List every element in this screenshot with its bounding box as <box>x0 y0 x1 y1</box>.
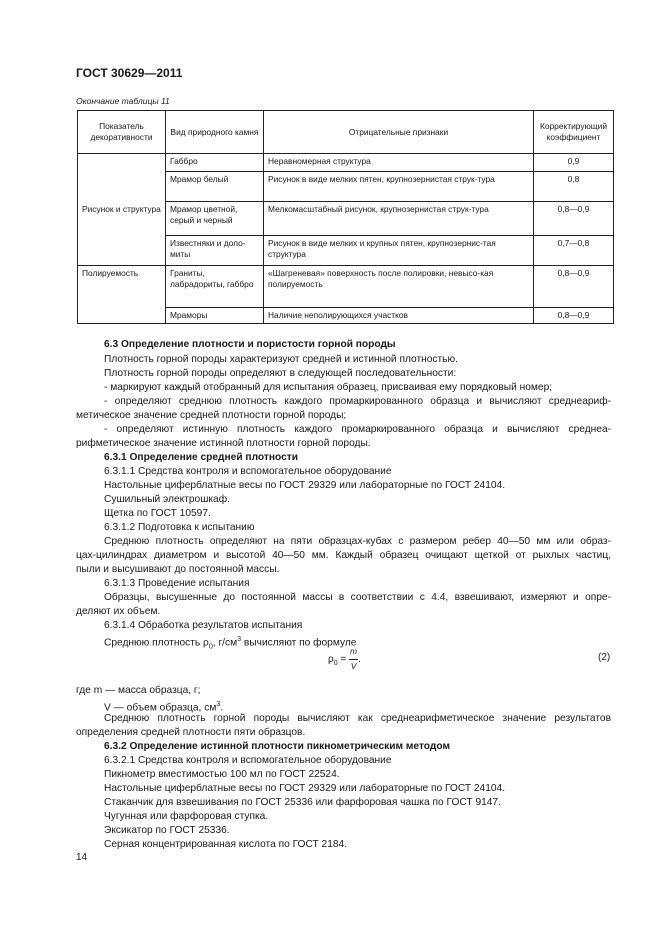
fraction-numerator: m <box>349 645 358 660</box>
paragraph: пыли и высушивают до постоянной массы. <box>76 564 280 575</box>
table-row <box>78 154 614 172</box>
paragraph: Настольные циферблатные весы по ГОСТ 29329 или лабораторные по ГОСТ 24104. <box>104 480 506 491</box>
indicator-cell: Рисунок и структура <box>78 154 166 266</box>
subsection-heading: 6.3.1.2 Подготовка к испытанию <box>104 522 255 533</box>
table-header-row <box>78 111 614 154</box>
paragraph: определения средней плотности пяти образцов. <box>76 727 306 738</box>
coef-cell: 0,8—0,9 <box>534 308 614 324</box>
header-stone: Вид природного камня <box>166 111 264 154</box>
coef-cell: 0,7—0,8 <box>534 236 614 266</box>
subsection-heading: 6.3.2.1 Средства контроля и вспомогательное оборудование <box>104 755 392 766</box>
signs-cell: Мелкомасштабный рисунок, крупнозернистая струк-тура <box>264 202 534 236</box>
indicator-cell: Полируемость <box>78 266 166 324</box>
stone-cell: Граниты, лабрадориты, габбро <box>166 266 264 308</box>
paragraph: Плотность горной породы определяют в следующей последовательности: <box>104 368 457 379</box>
formula-subscript: 0 <box>333 660 338 668</box>
paragraph: цах-цилиндрах диаметром и высотой 40—50 мм. Каждый образец очищают щеткой от рыхлых частиц, <box>76 550 611 561</box>
header-signs: Отрицательные признаки <box>264 111 534 154</box>
paragraph: Образцы, высушенные до постоянной массы в соответствии с 4.4, взвешивают, измеряют и опре- <box>104 592 611 603</box>
table-row <box>78 266 614 308</box>
text-run: вычисляют по формуле <box>241 637 357 649</box>
stone-cell: Известняки и доло-миты <box>166 236 264 266</box>
formula-fraction <box>349 645 358 674</box>
paragraph: Сушильный электрошкаф. <box>104 494 230 505</box>
paragraph: Чугунная или фарфоровая ступка. <box>104 811 269 822</box>
coef-cell: 0,9 <box>534 154 614 172</box>
signs-cell: Неравномерная структура <box>264 154 534 172</box>
section-heading: 6.3.2 Определение истинной плотности пикнометрическим методом <box>104 741 450 752</box>
where-line: где m — масса образца, г; <box>76 685 201 696</box>
formula-number: (2) <box>598 652 611 663</box>
paragraph: Среднюю плотность определяют на пяти образцах-кубах с размером ребер 40—50 мм или образ- <box>104 536 611 547</box>
list-item: - маркируют каждый отобранный для испытания образец, присваивая ему порядковый номер; <box>104 382 553 393</box>
paragraph: Эксикатор по ГОСТ 25336. <box>104 825 230 836</box>
subsection-heading: 6.3.1.3 Проведение испытания <box>104 578 250 589</box>
formula-equals: = <box>337 654 350 666</box>
superscript: 3 <box>237 635 242 643</box>
header-coef: Корректирующий коэффициент <box>534 111 614 154</box>
subscript: 0 <box>208 642 213 651</box>
signs-cell: «Шагреневая» поверхность после полировки, невысо-кая полируемость <box>264 266 534 308</box>
subsection-heading: 6.3.1.1 Средства контроля и вспомогательное оборудование <box>104 466 392 477</box>
coef-cell: 0,8 <box>534 172 614 202</box>
paragraph: Стаканчик для взвешивания по ГОСТ 25336 или фарфоровая чашка по ГОСТ 9147. <box>104 797 501 808</box>
document-header: ГОСТ 30629—2011 <box>76 66 183 80</box>
paragraph: деляют их объем. <box>76 606 161 617</box>
section-heading: 6.3.1 Определение средней плотности <box>104 452 299 463</box>
paragraph: Щетка по ГОСТ 10597. <box>104 508 211 519</box>
stone-cell: Мрамор белый <box>166 172 264 202</box>
list-item: - определяют среднюю плотность каждого промаркированного образца и вычисляют среднеариф- <box>104 396 611 407</box>
coef-cell: 0,8—0,9 <box>534 266 614 308</box>
stone-cell: Габбро <box>166 154 264 172</box>
stone-cell: Мраморы <box>166 308 264 324</box>
list-item: - определяют истинную плотность каждого промаркированного образца и вычисляют среднеа- <box>104 424 611 435</box>
signs-cell: Наличие неполирующихся участков <box>264 308 534 324</box>
table-caption: Окончание таблицы 11 <box>76 96 170 106</box>
text-run: , г/см <box>212 637 238 649</box>
table-11 <box>77 110 614 324</box>
formula-dot: . <box>358 654 361 666</box>
signs-cell: Рисунок в виде мелких пятен, крупнозернистая струк-тура <box>264 172 534 202</box>
text-run: V — объем образца, см <box>104 702 217 714</box>
stone-cell: Мрамор цветной, серый и черный <box>166 202 264 236</box>
fraction-denominator: V <box>350 660 357 671</box>
list-item-cont: метическое значение средней плотности горной породы; <box>76 410 347 421</box>
header-indicator: Показатель декоративности <box>78 111 166 154</box>
section-heading: 6.3 Определение плотности и пористости горной породы <box>104 339 396 350</box>
text-run: Среднюю плотность ρ <box>104 637 209 649</box>
signs-cell: Рисунок в виде мелких и крупных пятен, крупнозернис-тая структура <box>264 236 534 266</box>
paragraph: Среднюю плотность горной породы вычисляют как среднеарифметическое значение результатов <box>104 713 611 724</box>
list-item-cont: рифметическое значение истинной плотности горной породы. <box>76 438 371 449</box>
formula <box>328 645 361 674</box>
paragraph: Пикнометр вместимостью 100 мл по ГОСТ 22524. <box>104 769 340 780</box>
formula-symbol: ρ <box>328 654 334 666</box>
page-number: 14 <box>76 852 88 863</box>
paragraph: Настольные циферблатные весы по ГОСТ 29329 или лабораторные по ГОСТ 24104. <box>104 783 506 794</box>
paragraph: Плотность горной породы характеризуют средней и истинной плотностью. <box>104 354 458 365</box>
text-run: . <box>220 702 224 714</box>
subsection-heading: 6.3.1.4 Обработка результатов испытания <box>104 620 303 631</box>
coef-cell: 0,8—0,9 <box>534 202 614 236</box>
paragraph: Серная концентрированная кислота по ГОСТ 2184. <box>104 839 348 850</box>
superscript: 3 <box>216 700 221 708</box>
paragraph <box>104 633 356 654</box>
